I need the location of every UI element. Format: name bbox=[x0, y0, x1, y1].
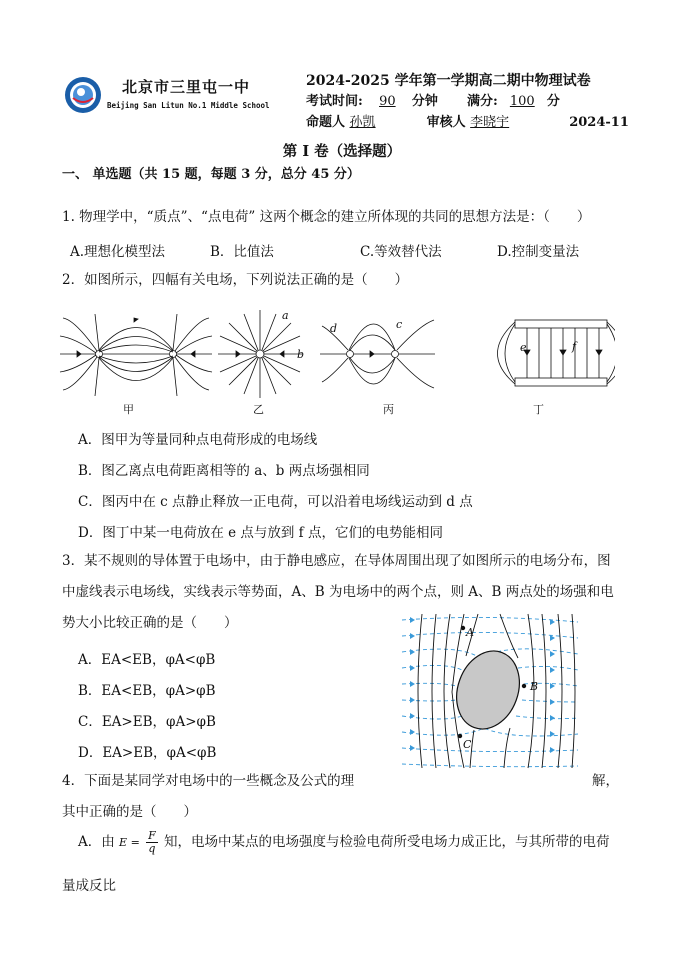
q3-option-b: B．EA<EB，φA>φB bbox=[78, 683, 216, 699]
q3-option-a: A．EA<EB，φA<φB bbox=[78, 652, 216, 668]
fig-label-yi: 乙 bbox=[253, 403, 264, 416]
score-label: 满分: bbox=[466, 94, 498, 109]
q3-option-d: D．EA>EB，φA<φB bbox=[78, 745, 217, 761]
fig-point-d: d bbox=[330, 322, 338, 335]
q2-option-c: C．图丙中在 c 点静止释放一正电荷，可以沿着电场线运动到 d 点 bbox=[78, 494, 473, 510]
fig-label-jia: 甲 bbox=[123, 403, 134, 416]
fig-point-b: b bbox=[297, 348, 305, 361]
exam-title: 2024-2025 学年第一学期高二期中物理试卷 bbox=[306, 73, 591, 89]
q4-option-a-text: 知，电场中某点的电场强度与检验电荷所受电场力成正比，与其所带的电荷 bbox=[164, 834, 610, 850]
school-name-cn: 北京市三里屯一中 bbox=[122, 78, 251, 96]
fig-point-A: A bbox=[466, 626, 474, 639]
q4-option-a-prefix: A．由 bbox=[78, 834, 115, 850]
fraction-numerator: F bbox=[148, 829, 156, 842]
fig-point-c: c bbox=[396, 318, 403, 331]
q2-stem: 2．如图所示，四幅有关电场，下列说法正确的是（ ） bbox=[62, 272, 409, 288]
q3-stem-line3: 势大小比较正确的是（ ） bbox=[62, 615, 238, 631]
q4-stem-line2: 其中正确的是（ ） bbox=[62, 804, 197, 820]
fig-point-f: f bbox=[572, 340, 577, 353]
exam-time-row bbox=[306, 90, 560, 109]
school-name-en: Beijing San Litun No.1 Middle School bbox=[107, 101, 270, 110]
reviewer-value: 李晓宇 bbox=[470, 115, 510, 130]
score-value: 100 bbox=[509, 94, 535, 109]
q2-option-d: D．图丁中某一电荷放在 e 点与放到 f 点，它们的电势能相同 bbox=[78, 525, 443, 541]
q1-option-a: A.理想化模型法 bbox=[70, 244, 166, 260]
q3-option-c: C．EA>EB，φA>φB bbox=[78, 714, 216, 730]
fraction-denominator: q bbox=[148, 842, 156, 855]
q3-stem-line1: 3．某不规则的导体置于电场中，由于静电感应，在导体周围出现了如图所示的电场分布，图 bbox=[62, 553, 611, 569]
q3-figure bbox=[400, 612, 580, 770]
q2-option-a: A．图甲为等量同种点电荷形成的电场线 bbox=[78, 432, 318, 448]
q4-option-a-eq: E = bbox=[119, 836, 140, 849]
figure-bing bbox=[320, 320, 435, 388]
author-label: 命题人 bbox=[306, 115, 346, 130]
fig-point-e: e bbox=[520, 341, 527, 354]
q4-stem-line1a: 4．下面是某同学对电场中的一些概念及公式的理 bbox=[62, 773, 355, 789]
fig-point-B: B bbox=[530, 680, 539, 693]
q4-option-a bbox=[78, 830, 630, 855]
exam-date: 2024-11 bbox=[569, 115, 629, 130]
fig-label-bing: 丙 bbox=[383, 403, 394, 416]
figure-yi bbox=[218, 310, 305, 398]
reviewer-label: 审核人 bbox=[426, 115, 466, 130]
time-unit: 分钟 bbox=[411, 94, 438, 109]
score-unit: 分 bbox=[546, 94, 560, 109]
section-subtitle: 一、 单选题（共 15 题，每题 3 分，总分 45 分） bbox=[62, 167, 360, 182]
fig-point-C: C bbox=[463, 738, 472, 751]
time-value: 90 bbox=[379, 94, 396, 109]
q3-stem-line2: 中虚线表示电场线，实线表示等势面，A、B 为电场中的两个点，则 A、B 两点处的场强和电 bbox=[62, 584, 614, 600]
author-value: 孙凯 bbox=[349, 115, 376, 130]
q4-option-a-fraction bbox=[146, 830, 158, 855]
q2-option-b: B．图乙离点电荷距离相等的 a、b 两点场强相同 bbox=[78, 463, 370, 479]
q2-figures bbox=[55, 300, 615, 418]
fig-point-a: a bbox=[282, 309, 289, 322]
q1-option-b: B．比值法 bbox=[210, 244, 274, 260]
figure-ding bbox=[498, 320, 616, 386]
q4-stem-line1b: 解， bbox=[592, 773, 619, 789]
time-label: 考试时间: bbox=[306, 94, 363, 109]
q4-option-a-continued: 量成反比 bbox=[62, 878, 116, 894]
exam-staff-row bbox=[306, 111, 629, 130]
q1-option-d: D.控制变量法 bbox=[497, 244, 580, 260]
q1-option-c: C.等效替代法 bbox=[360, 244, 442, 260]
section-title: 第 I 卷（选择题） bbox=[282, 143, 402, 160]
school-logo bbox=[64, 76, 102, 114]
fig-label-ding: 丁 bbox=[533, 403, 544, 416]
q1-stem: 1. 物理学中，“质点”、“点电荷” 这两个概念的建立所体现的共同的思想方法是：（ ） bbox=[62, 209, 591, 225]
figure-jia bbox=[60, 314, 212, 396]
